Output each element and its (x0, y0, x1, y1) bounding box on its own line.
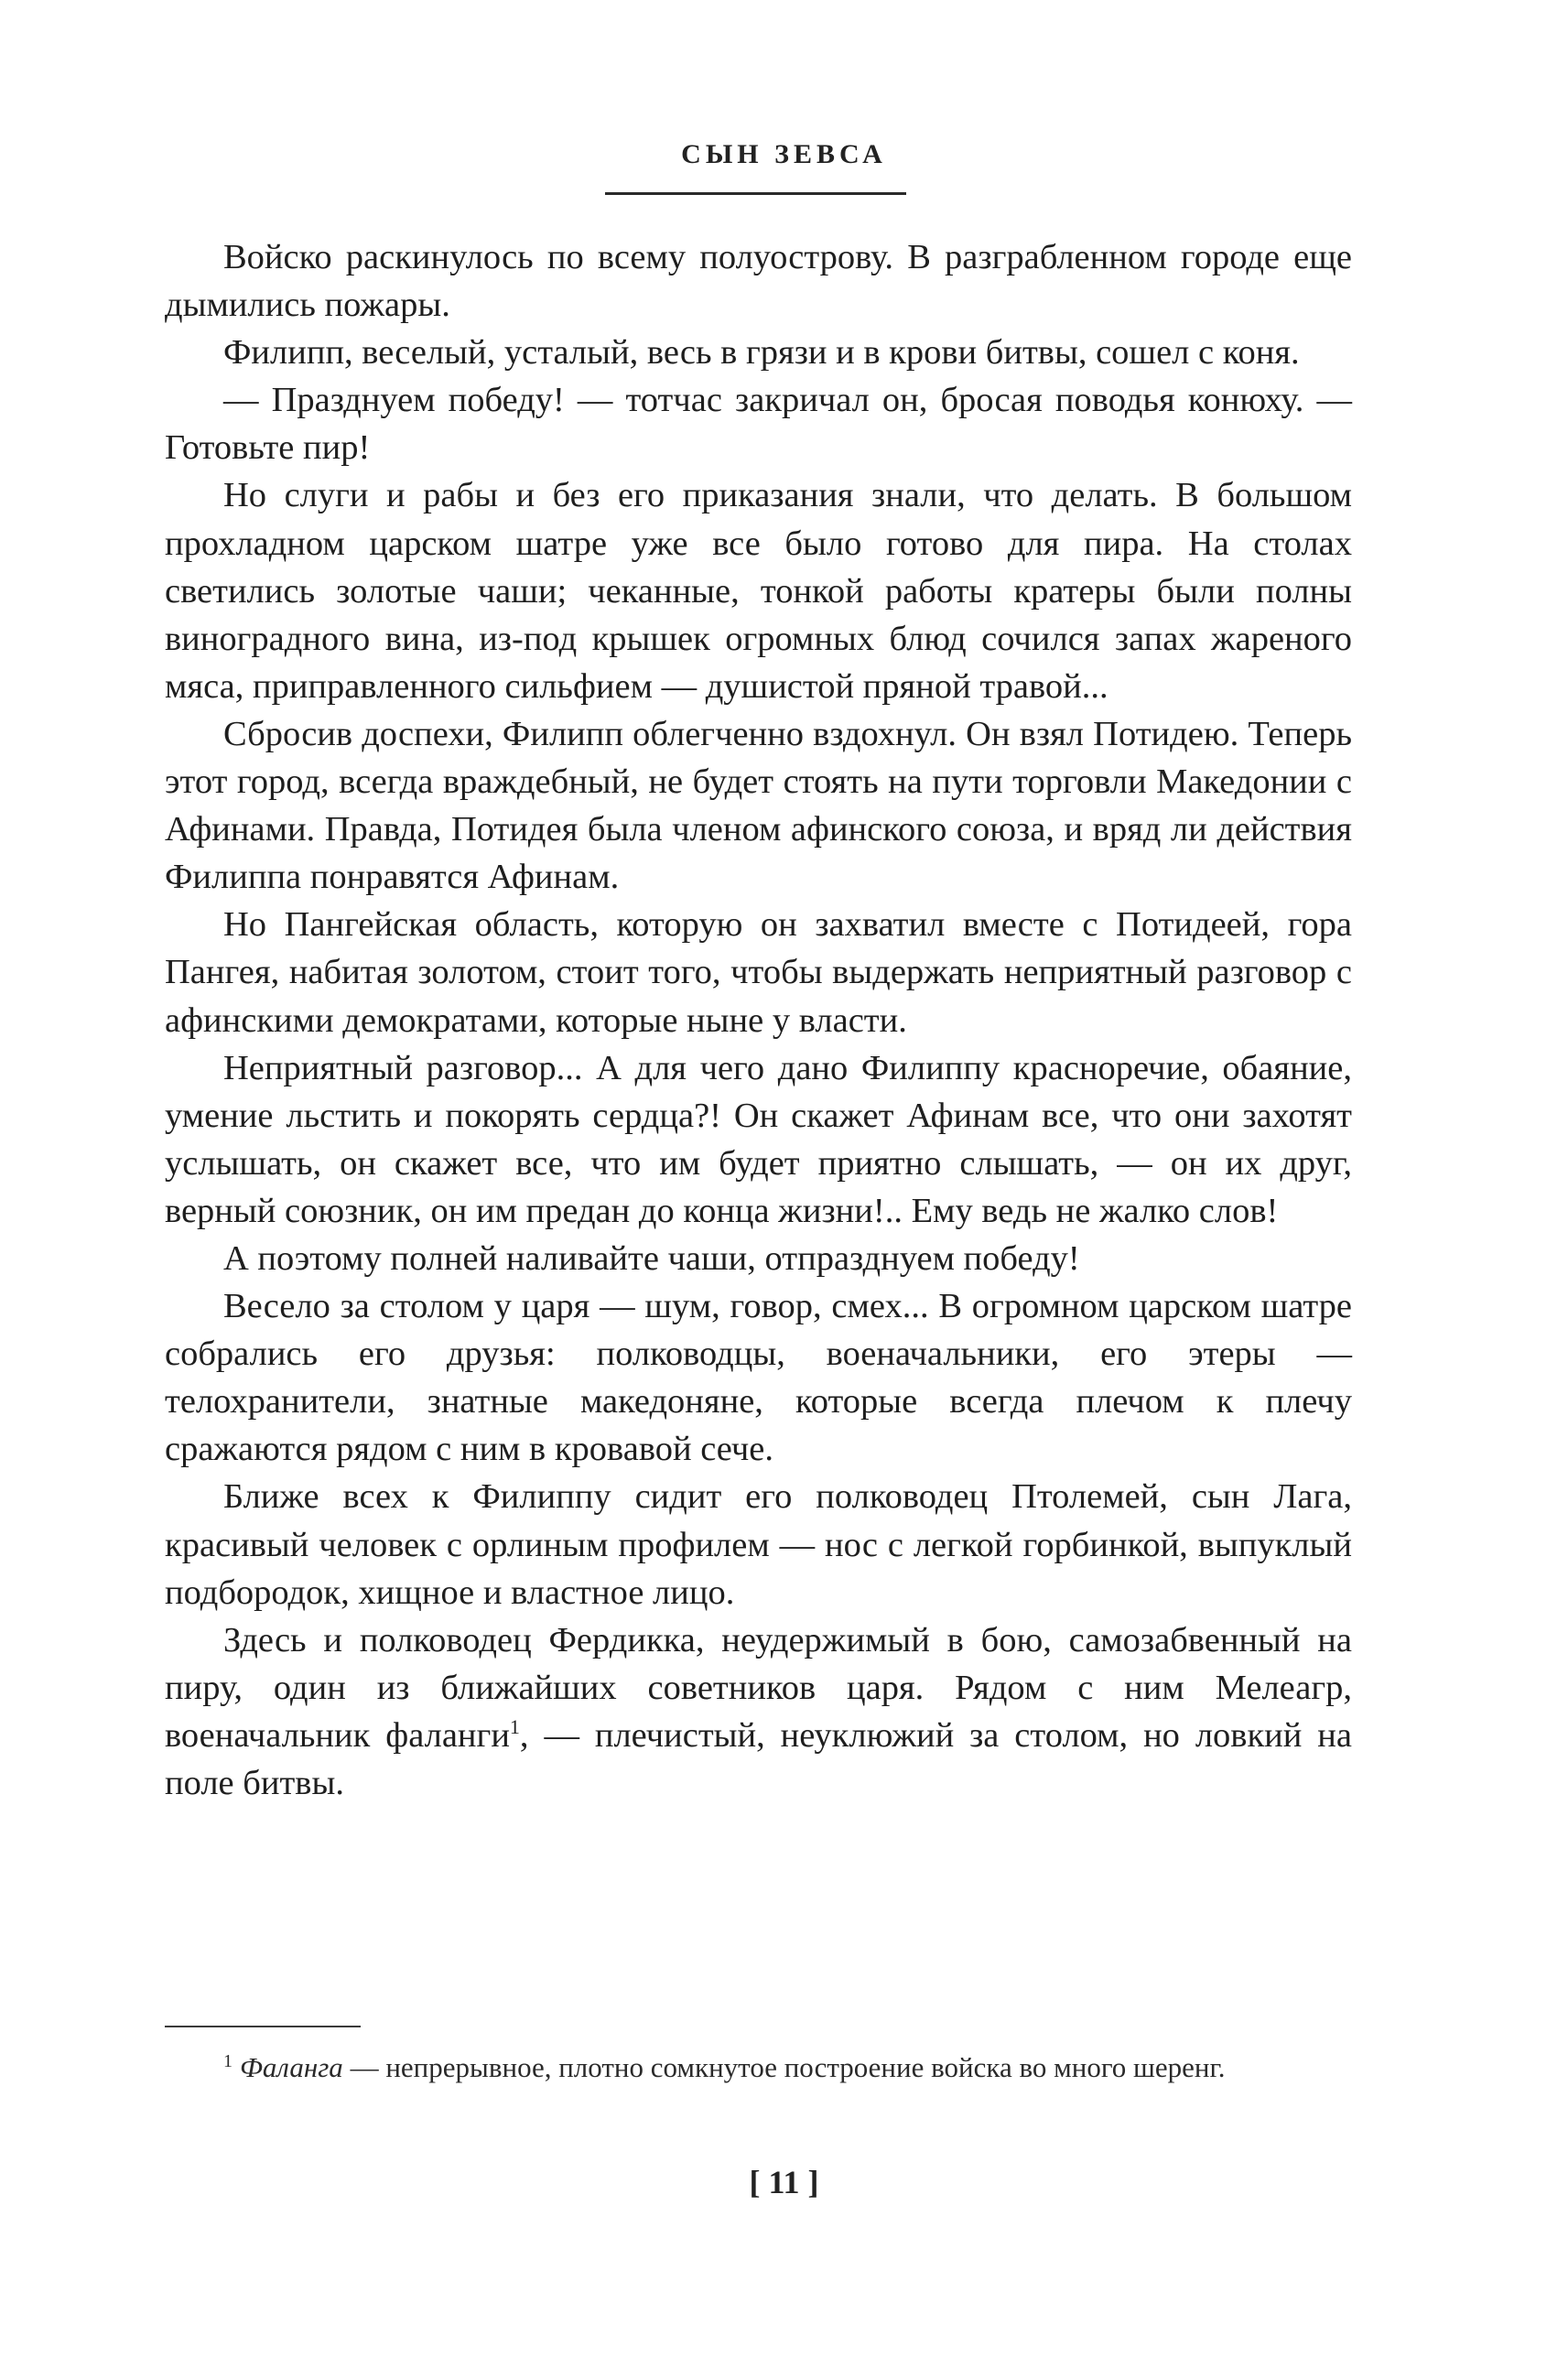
running-head-rule (605, 192, 906, 195)
footnote-rule (165, 2026, 361, 2027)
body-text (165, 233, 1352, 1807)
page-number: [ 11 ] (749, 2164, 819, 2200)
footnote-text: — непрерывное, плотно сомкнутое построение войска во много шеренг. (342, 2051, 1226, 2083)
footnote-mark: 1 (223, 2050, 232, 2071)
paragraph: Войско раскинулось по всему полуострову. В разграбленном городе еще дымились пожары. (165, 238, 1352, 325)
paragraph: Сбросив доспехи, Филипп облегченно вздохнул. Он взял Потидею. Теперь этот город, всегда враждебный, не будет стоять на пути торговли Македонии с Афинами. Правда, Потидея была членом афинского союза, и вряд ли действия Филиппа понравятся Афинам. (165, 714, 1352, 897)
paragraph-text-before-ref: Здесь и полководец Фердикка, неудержимый в бою, самозабвенный на пиру, один из ближайших советников царя. Рядом с ним Мелеагр, военачальник фаланги (165, 1620, 1352, 1755)
footnote-reference[interactable]: 1 (509, 1715, 520, 1739)
paragraph: Весело за столом у царя — шум, говор, смех... В огромном царском шатре собрались его друзья: полководцы, военачальники, его этеры — телохранители, знатные македоняне, которые всегда плечом к плечу сражаются рядом с ним в кровавой сече. (165, 1287, 1352, 1469)
paragraph: Но слуги и рабы и без его приказания знали, что делать. В большом прохладном царском шатре уже все было готово для пира. На столах светились золотые чаши; чеканные, тонкой работы кратеры были полны виноградного вина, из-под крышек огромных блюд сочился запах жареного мяса, приправленного сильфием — душистой пряной травой... (165, 476, 1352, 706)
paragraph: — Празднуем победу! — тотчас закричал он, бросая поводья конюху. — Готовьте пир! (165, 381, 1352, 468)
footnote (165, 2047, 1352, 2088)
paragraph-text-after-ref: , — плечистый, неуклюжий за столом, но ловкий на поле битвы. (165, 1715, 1352, 1802)
paragraph: А поэтому полней наливайте чаши, отпразднуем победу! (223, 1238, 1080, 1278)
running-head: СЫН ЗЕВСА (681, 139, 887, 169)
paragraph: Но Пангейская область, которую он захватил вместе с Потидеей, гора Пангея, набитая золотом, стоит того, чтобы выдержать неприятный разговор с афинскими демократами, которые ныне у власти. (165, 905, 1352, 1040)
paragraph-with-footnote-ref (165, 1616, 1352, 1807)
footnote-term: Фаланга (240, 2051, 343, 2083)
paragraph: Филипп, веселый, усталый, весь в грязи и в крови битвы, сошел с коня. (223, 333, 1300, 373)
paragraph: Ближе всех к Филиппу сидит его полководец Птолемей, сын Лага, красивый человек с орлиным профилем — нос с легкой горбинкой, выпуклый подбородок, хищное и властное лицо. (165, 1477, 1352, 1612)
paragraph: Неприятный разговор... А для чего дано Филиппу красноречие, обаяние, умение льстить и покорять сердца?! Он скажет Афинам все, что они захотят услышать, он скажет все, что им будет приятно слышать, — он их друг, верный союзник, он им предан до конца жизни!.. Ему ведь не жалко слов! (165, 1048, 1352, 1230)
